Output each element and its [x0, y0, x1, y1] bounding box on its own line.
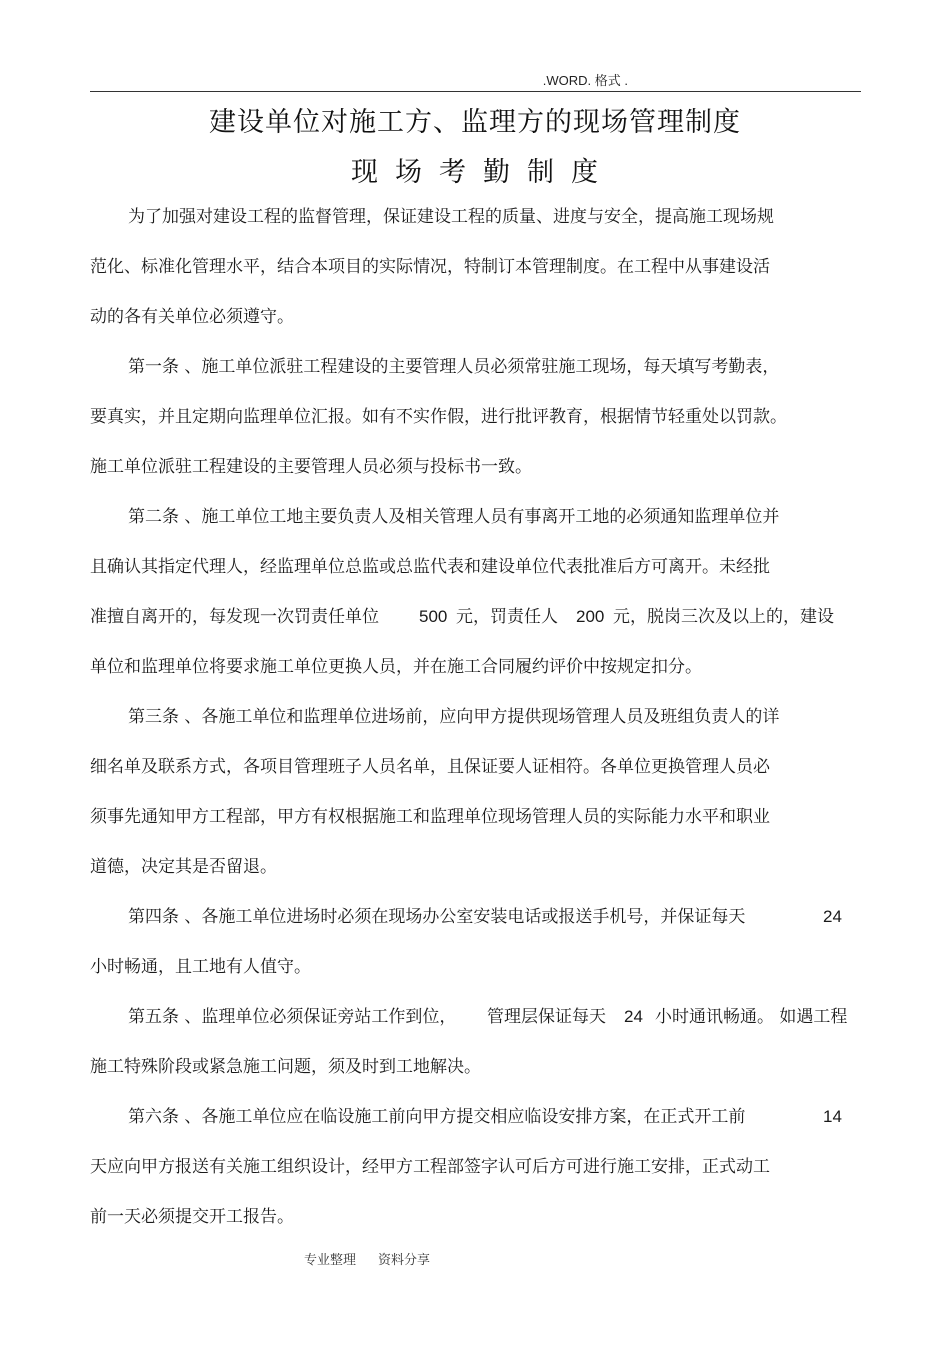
document-title: 建设单位对施工方、监理方的现场管理制度 — [209, 107, 741, 138]
article3-line-1: 第三条 、各施工单位和监理单位进场前，应向甲方提供现场管理人员及班组负责人的详 — [128, 707, 780, 727]
article6-line-3: 前一天必须提交开工报告。 — [90, 1207, 294, 1227]
article4-line-2: 小时畅通，且工地有人值守。 — [90, 957, 311, 977]
intro-line-1: 为了加强对建设工程的监督管理，保证建设工程的质量、进度与安全，提高施工现场规 — [128, 207, 774, 227]
article2-line-3c: 元，脱岗三次及以上的，建设 — [613, 607, 834, 627]
header-rule — [90, 91, 861, 92]
article3-line-4: 道德，决定其是否留退。 — [90, 857, 277, 877]
header-label: .WORD. 格式 . — [542, 73, 628, 88]
article4-hours: 24 — [823, 907, 842, 926]
article3-line-2: 细名单及联系方式，各项目管理班子人员名单，且保证要人证相符。各单位更换管理人员必 — [90, 757, 770, 777]
article1-line-1: 第一条 、施工单位派驻工程建设的主要管理人员必须常驻施工现场，每天填写考勤表， — [128, 357, 780, 377]
article2-line-1: 第二条 、施工单位工地主要负责人及相关管理人员有事离开工地的必须通知监理单位并 — [128, 507, 780, 527]
article2-fine-unit: 500 — [419, 607, 448, 626]
article6-days: 14 — [823, 1107, 842, 1126]
article5-hours: 24 — [624, 1007, 643, 1026]
article2-line-2: 且确认其指定代理人，经监理单位总监或总监代表和建设单位代表批准后方可离开。未经批 — [90, 557, 770, 577]
intro-line-2: 范化、标准化管理水平，结合本项目的实际情况，特制订本管理制度。在工程中从事建设活 — [90, 257, 770, 277]
article3-line-3: 须事先通知甲方工程部，甲方有权根据施工和监理单位现场管理人员的实际能力水平和职业 — [90, 807, 770, 827]
article5-line-1a: 第五条 、监理单位必须保证旁站工作到位， — [128, 1007, 457, 1027]
article2-line-3b: 元，罚责任人 — [456, 607, 558, 627]
article5-line-2: 施工特殊阶段或紧急施工问题，须及时到工地解决。 — [90, 1057, 481, 1077]
footer-left: 专业整理 — [304, 1253, 357, 1268]
article2-fine-person: 200 — [576, 607, 605, 626]
article1-line-2: 要真实，并且定期向监理单位汇报。如有不实作假，进行批评教育，根据情节轻重处以罚款。 — [90, 407, 787, 427]
article6-line-1: 第六条 、各施工单位应在临设施工前向甲方提交相应临设安排方案，在正式开工前 — [128, 1107, 746, 1127]
article1-line-3: 施工单位派驻工程建设的主要管理人员必须与投标书一致。 — [90, 457, 532, 477]
footer-right: 资料分享 — [378, 1253, 431, 1268]
intro-line-3: 动的各有关单位必须遵守。 — [90, 307, 294, 327]
article2-line-3a: 准擅自离开的，每发现一次罚责任单位 — [90, 607, 379, 627]
article6-line-2: 天应向甲方报送有关施工组织设计，经甲方工程部签字认可后方可进行施工安排，正式动工 — [90, 1157, 770, 1177]
article5-line-1c: 小时通讯畅通。 如遇工程 — [655, 1007, 848, 1027]
article4-line-1: 第四条 、各施工单位进场时必须在现场办公室安装电话或报送手机号，并保证每天 — [128, 907, 746, 927]
article2-line-4: 单位和监理单位将要求施工单位更换人员，并在施工合同履约评价中按规定扣分。 — [90, 657, 702, 677]
article5-line-1b: 管理层保证每天 — [487, 1007, 606, 1027]
document-subtitle: 现场考勤制度 — [351, 157, 615, 188]
